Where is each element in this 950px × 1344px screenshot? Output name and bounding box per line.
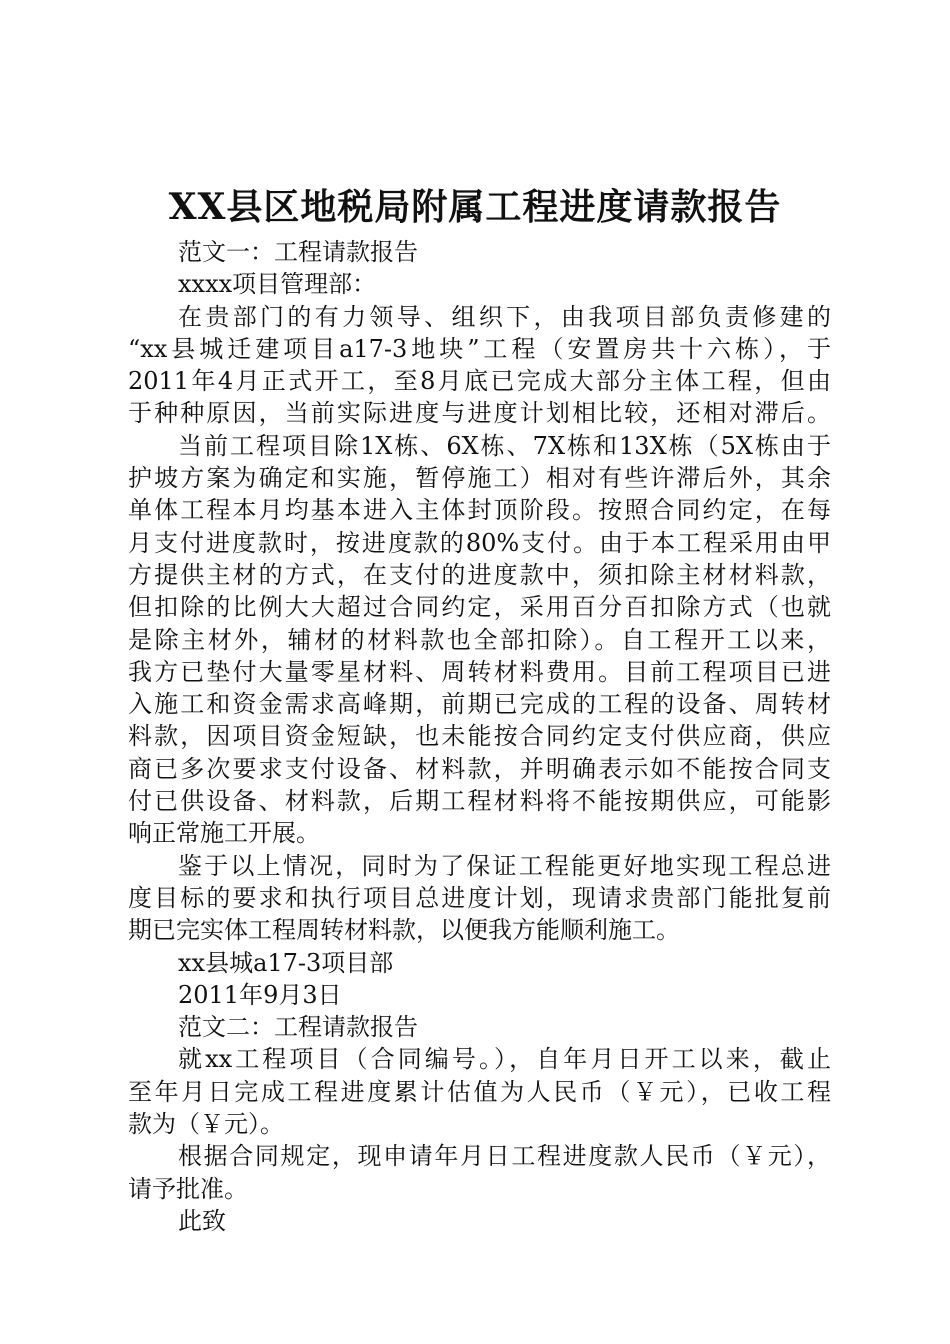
paragraph-line: 料款，因项目资金短缺，也未能按合同约定支付供应商，供应 xyxy=(128,722,831,751)
paragraph-line: 单体工程本月均基本进入主体封顶阶段。按照合同约定，在每 xyxy=(128,496,831,525)
paragraph-line: 我方已垫付大量零星材料、周转材料费用。目前工程项目已进 xyxy=(128,657,831,686)
document-title: XX县区地税局附属工程进度请款报告 xyxy=(168,186,782,228)
paragraph-line: 护坡方案为确定和实施，暂停施工）相对有些许滞后外，其余 xyxy=(128,464,831,493)
section-heading-2: 范文二：工程请款报告 xyxy=(178,1013,418,1042)
paragraph-line: 于种种原因，当前实际进度与进度计划相比较，还相对滞后。 xyxy=(128,399,831,428)
paragraph-line: 是除主材外，辅材的材料款也全部扣除）。自工程开工以来， xyxy=(128,625,831,654)
paragraph-line: 方提供主材的方式，在支付的进度款中，须扣除主材材料款， xyxy=(128,560,831,589)
signature-org: xx县城a17-3项目部 xyxy=(178,948,394,977)
salutation: xxxx项目管理部： xyxy=(178,270,377,299)
paragraph-line: 在贵部门的有力领导、组织下，由我项目部负责修建的 xyxy=(178,302,831,331)
paragraph-line: 鉴于以上情况，同时为了保证工程能更好地实现工程总进 xyxy=(178,851,831,880)
paragraph-line: 至年月日完成工程进度累计估值为人民币（￥元），已收工程 xyxy=(128,1077,831,1106)
paragraph-line: 请予批准。 xyxy=(128,1174,248,1203)
paragraph-line: 响正常施工开展。 xyxy=(128,819,320,848)
paragraph-line: 付已供设备、材料款，后期工程材料将不能按期供应，可能影 xyxy=(128,787,831,816)
paragraph-line: 根据合同规定，现申请年月日工程进度款人民币（￥元）， xyxy=(178,1142,831,1171)
paragraph-line: 月支付进度款时，按进度款的80%支付。由于本工程采用由甲 xyxy=(128,528,831,557)
paragraph-line: 入施工和资金需求高峰期，前期已完成的工程的设备、周转材 xyxy=(128,690,831,719)
paragraph-line: 款为（￥元）。 xyxy=(128,1110,284,1139)
paragraph-line: 当前工程项目除1X栋、6X栋、7X栋和13X栋（5X栋由于 xyxy=(178,431,831,460)
paragraph-line: 商已多次要求支付设备、材料款，并明确表示如不能按合同支 xyxy=(128,754,831,783)
paragraph-line: 度目标的要求和执行项目总进度计划，现请求贵部门能批复前 xyxy=(128,883,831,912)
paragraph-line: 就xx工程项目（合同编号。），自年月日开工以来，截止 xyxy=(178,1045,831,1074)
section-heading-1: 范文一：工程请款报告 xyxy=(178,238,418,266)
paragraph-line: 但扣除的比例大大超过合同约定，采用百分百扣除方式（也就 xyxy=(128,593,831,622)
paragraph-line: 期已完实体工程周转材料款，以便我方能顺利施工。 xyxy=(128,916,680,945)
paragraph-line: “xx县城迁建项目a17-3地块”工程（安置房共十六栋），于 xyxy=(128,334,831,363)
document-body xyxy=(128,236,831,1237)
closing-line: 此致 xyxy=(178,1206,226,1235)
signature-date: 2011年9月3日 xyxy=(178,980,342,1009)
paragraph-line: 2011年4月正式开工，至8月底已完成大部分主体工程，但由 xyxy=(128,367,831,396)
